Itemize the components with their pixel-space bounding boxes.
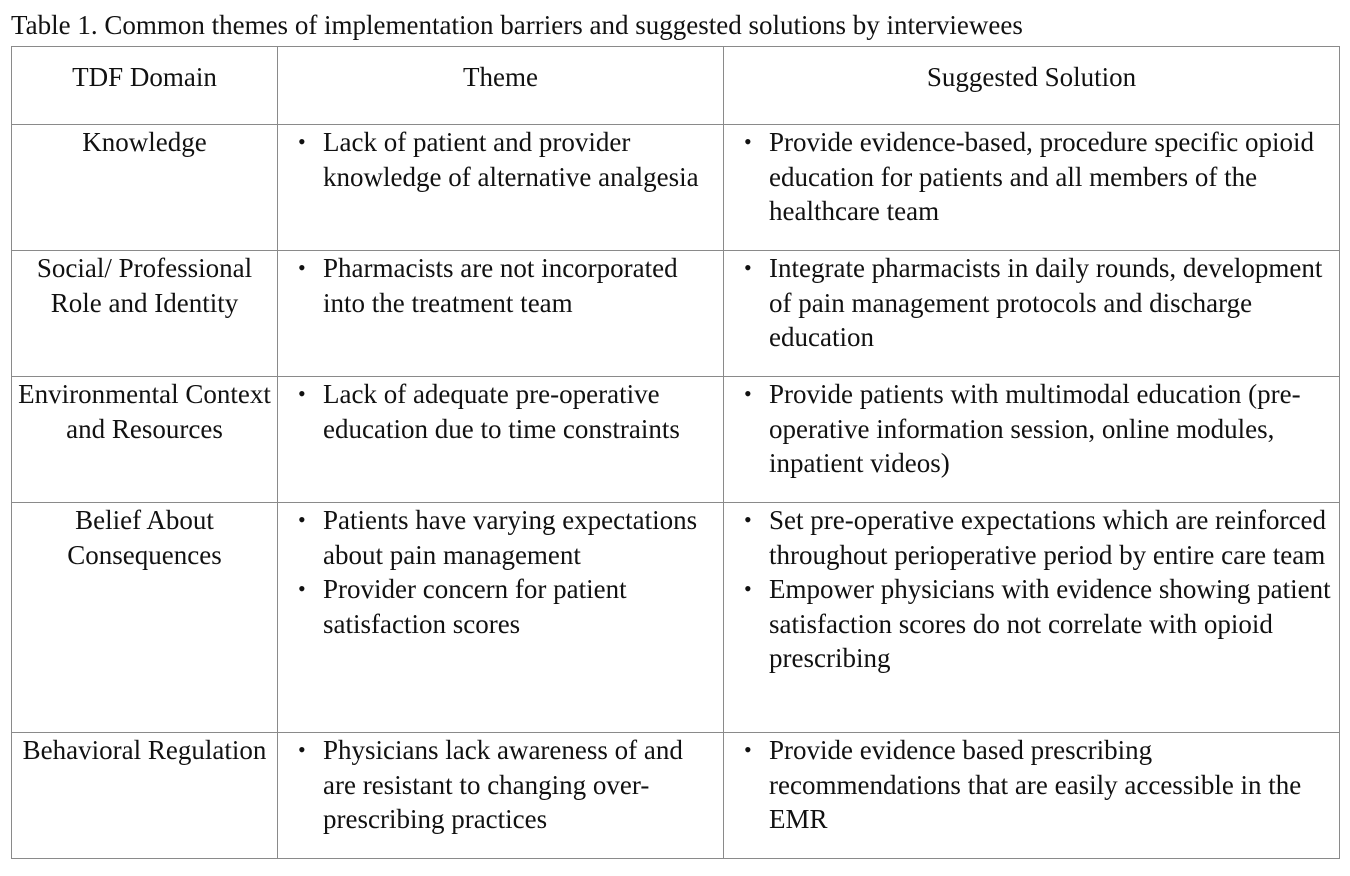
header-tdf-domain: TDF Domain bbox=[12, 47, 278, 125]
table-row bbox=[12, 125, 1340, 251]
theme-list bbox=[278, 733, 723, 837]
list-item bbox=[278, 733, 723, 837]
bullet-icon: • bbox=[298, 129, 306, 154]
theme-list bbox=[278, 125, 723, 194]
theme-cell bbox=[278, 251, 724, 377]
list-item bbox=[724, 733, 1339, 837]
solution-text: Empower physicians with evidence showing patient satisfaction scores do not correlate with opioid prescribing bbox=[769, 574, 1331, 673]
theme-cell bbox=[278, 503, 724, 733]
table-row bbox=[12, 377, 1340, 503]
table-row bbox=[12, 733, 1340, 859]
solution-cell bbox=[724, 251, 1340, 377]
list-item bbox=[724, 125, 1339, 229]
solution-text: Provide evidence-based, procedure specific opioid education for patients and all members of the healthcare team bbox=[769, 127, 1315, 226]
bullet-icon: • bbox=[744, 381, 752, 406]
list-item bbox=[278, 572, 723, 641]
solution-text: Provide evidence based prescribing recommendations that are easily accessible in the EMR bbox=[769, 735, 1302, 834]
solution-list bbox=[724, 125, 1339, 229]
theme-cell bbox=[278, 377, 724, 503]
list-item bbox=[724, 377, 1339, 481]
theme-list bbox=[278, 377, 723, 446]
domain-cell: Social/ Professional Role and Identity bbox=[12, 251, 278, 377]
solution-cell bbox=[724, 377, 1340, 503]
list-item bbox=[278, 377, 723, 446]
list-item bbox=[278, 251, 723, 320]
list-item bbox=[724, 572, 1339, 676]
list-item bbox=[278, 125, 723, 194]
bullet-icon: • bbox=[298, 737, 306, 762]
theme-cell bbox=[278, 733, 724, 859]
theme-text: Lack of adequate pre-operative education due to time constraints bbox=[323, 379, 680, 444]
domain-cell: Knowledge bbox=[12, 125, 278, 251]
header-theme: Theme bbox=[278, 47, 724, 125]
table-row bbox=[12, 503, 1340, 733]
list-item bbox=[278, 503, 723, 572]
theme-text: Lack of patient and provider knowledge of alternative analgesia bbox=[323, 127, 699, 192]
bullet-icon: • bbox=[744, 737, 752, 762]
list-item bbox=[724, 251, 1339, 355]
theme-text: Physicians lack awareness of and are resistant to changing over-prescribing practices bbox=[323, 735, 683, 834]
solution-list bbox=[724, 377, 1339, 481]
theme-text: Patients have varying expectations about pain management bbox=[323, 505, 698, 570]
header-suggested-solution: Suggested Solution bbox=[724, 47, 1340, 125]
table-row bbox=[12, 251, 1340, 377]
solution-text: Provide patients with multimodal education (pre-operative information session, online modules, inpatient videos) bbox=[769, 379, 1301, 478]
bullet-icon: • bbox=[298, 381, 306, 406]
header-row bbox=[12, 47, 1340, 125]
solution-cell bbox=[724, 733, 1340, 859]
solution-list bbox=[724, 251, 1339, 355]
domain-cell: Belief About Consequences bbox=[12, 503, 278, 733]
list-item bbox=[724, 503, 1339, 572]
solution-text: Integrate pharmacists in daily rounds, development of pain management protocols and discharge education bbox=[769, 253, 1323, 352]
solution-list bbox=[724, 733, 1339, 837]
bullet-icon: • bbox=[744, 507, 752, 532]
domain-cell: Behavioral Regulation bbox=[12, 733, 278, 859]
bullet-icon: • bbox=[744, 255, 752, 280]
bullet-icon: • bbox=[744, 576, 752, 601]
domain-cell: Environmental Context and Resources bbox=[12, 377, 278, 503]
solution-cell bbox=[724, 503, 1340, 733]
table-caption: Table 1. Common themes of implementation barriers and suggested solutions by interviewees bbox=[11, 10, 1023, 40]
theme-text: Provider concern for patient satisfaction scores bbox=[323, 574, 627, 639]
bullet-icon: • bbox=[298, 507, 306, 532]
solution-cell bbox=[724, 125, 1340, 251]
bullet-icon: • bbox=[298, 255, 306, 280]
solution-list bbox=[724, 503, 1339, 676]
theme-list bbox=[278, 251, 723, 320]
theme-list bbox=[278, 503, 723, 641]
bullet-icon: • bbox=[744, 129, 752, 154]
theme-cell bbox=[278, 125, 724, 251]
barriers-table bbox=[11, 46, 1340, 859]
bullet-icon: • bbox=[298, 576, 306, 601]
theme-text: Pharmacists are not incorporated into the treatment team bbox=[323, 253, 678, 318]
solution-text: Set pre-operative expectations which are reinforced throughout perioperative period by entire care team bbox=[769, 505, 1326, 570]
